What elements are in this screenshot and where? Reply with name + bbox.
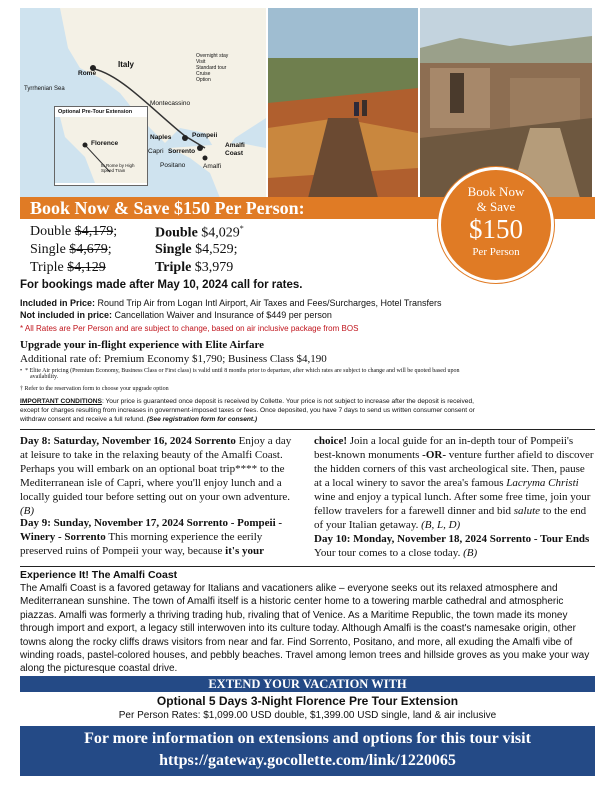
badge-line-1: Book Now: [467, 184, 525, 199]
rates-note: * All Rates are Per Person and are subject to change, based on air inclusive package from BOS: [20, 324, 359, 333]
badge-line-2: & Save: [476, 199, 516, 214]
tour-link[interactable]: https://gateway.gocollette.com/link/1220065: [159, 752, 456, 769]
extend-vacation-heading: EXTEND YOUR VACATION WITH: [20, 676, 595, 692]
new-price-triple: Triple $3,979: [155, 260, 234, 275]
section-divider: [20, 429, 595, 430]
old-price-single: Single $4,679;: [30, 242, 112, 257]
map-label-sorrento: Sorrento: [168, 148, 196, 155]
old-price-double: Double $4,179;: [30, 224, 118, 239]
map-label-amalfi: Amalfi: [203, 163, 222, 170]
map-label-amalfi-coast: Amalfi Coast: [225, 142, 245, 157]
upgrade-title: Upgrade your in-flight experience with Elite Airfare: [20, 339, 265, 351]
itinerary-day-8: Day 8: Saturday, November 16, 2024 Sorrento Enjoy a day at leisure to take in the relaxing beauty of the Amalfi Coast. Perhaps you will embark on an optional boat trip**** to the Mediterranean isle of Capri, where you'll enjoy lunch and a locally guided tour before setting out on your own adventure. (B): [20, 435, 292, 517]
section-divider: [20, 566, 595, 567]
included-line: Included in Price: Round Trip Air from Logan Intl Airport, Air Taxes and Fees/Surcharges, Hotel Transfers: [20, 298, 442, 308]
not-included-line: Not included in price: Cancellation Waiver and Insurance of $449 per person: [20, 310, 332, 320]
extension-name: Optional 5 Days 3-Night Florence Pre Tour Extension: [156, 694, 459, 708]
experience-title: Experience It! The Amalfi Coast: [20, 569, 178, 581]
map-label-rome: Rome: [78, 70, 97, 77]
map-label-naples: Naples: [150, 134, 172, 141]
badge-amount: $150: [469, 214, 523, 244]
extension-rates: Per Person Rates: $1,099.00 USD double, $1,399.00 USD single, land & air inclusive: [118, 710, 497, 721]
legend-item: Standard tour: [196, 65, 227, 71]
map-label-montecassino: Montecassino: [150, 100, 191, 107]
upgrade-note-2: † Refer to the reservation form to choose your upgrade option: [20, 386, 169, 392]
upgrade-note-1: • * Elite Air pricing (Premium Economy, Business Class or First class) is valid until 8 months prior to departure, after which rates are subject to change and will be quoted based upon availability.: [20, 368, 460, 380]
itinerary-day-10: Day 10: Monday, November 18, 2024 Sorrento - Tour Ends Your tour comes to a close today. (B): [314, 533, 590, 559]
extension-inset: [54, 106, 148, 186]
vineyard-photo: [268, 8, 418, 198]
legend-item: Cruise: [196, 71, 211, 77]
map-label-capri: Capri: [148, 148, 164, 155]
map-label-pompeii: Pompeii: [192, 132, 218, 139]
promo-banner-text: Book Now & Save $150 Per Person:: [30, 198, 305, 218]
map-label-positano: Positano: [160, 162, 186, 169]
more-info-text: For more information on extensions and options for this tour visit: [84, 730, 531, 747]
important-conditions: IMPORTANT CONDITIONS: Your price is guaranteed once deposit is received by Collette. Your price is not subject to increase after the deposit is received, except for charges resulting from increases in government-imposed taxes or fees. Once deposited, you have 7 days to send us written consumer consent or withdraw consent and receive a full refund. (See registration form for consent.): [20, 398, 475, 423]
legend-item: Option: [196, 77, 211, 83]
inset-title: Optional Pre-Tour Extension: [58, 109, 133, 115]
badge-line-4: Per Person: [472, 246, 520, 258]
legend-item: Visit: [196, 59, 206, 65]
old-price-triple: Triple $4,129: [30, 260, 106, 275]
inset-florence: Florence: [91, 140, 119, 147]
call-note: For bookings made after May 10, 2024 call for rates.: [20, 279, 303, 291]
itinerary-day-9: Day 9: Sunday, November 17, 2024 Sorrento - Pompeii - Winery - Sorrento This morning experience the eerily preserved ruins of Pompeii your way, because it's your: [20, 517, 283, 557]
upgrade-rates: Additional rate of: Premium Economy $1,790; Business Class $4,190: [20, 353, 327, 365]
tour-map: [20, 8, 266, 198]
legend-item: Overnight stay: [196, 53, 229, 59]
experience-body: The Amalfi Coast is a favored getaway for Italians and vacationers alike – everyone seeks out its relaxed atmosphere and Mediterranean sunshine. The town of Amalfi itself is a historic center home to a towering marble cathedral and atmospheric piazzas. Amalfi was formerly a thriving trading hub, rivaling that of Venice. As a Maritime Republic, the town made its money through import and export, a legacy still interwoven into its culture today. Although Amalfi is the coast's namesake origin, other towns along the rocky cliffs draws visitors from near and far. Find Sorrento, Positano, and more, all exuding the Amalfi vibe of winding roads, pastel-colored houses, and pebbly beaches. Travel among lemon trees and hillside groves as you make your way along the picturesque coastal drive.: [20, 583, 590, 675]
more-info-box: [20, 726, 595, 776]
new-price-double: Double $4,029*: [155, 224, 244, 241]
inset-note: to Rome by High Speed Train: [101, 163, 135, 173]
map-label-sea: Tyrrhenian Sea: [24, 86, 65, 92]
new-price-single: Single $4,529;: [155, 242, 238, 257]
map-label-italy: Italy: [118, 60, 135, 69]
itinerary-day-9-continued: choice! Join a local guide for an in-depth tour of Pompeii's best-known monuments -OR- venture further afield to discover the hidden corners of this vast archeological site. Then, pause at a local winery to savor the area's famous Lacryma Christi wine and enjoy a typical lunch. After some free time, join your fellow travelers for a farewell dinner and bid salute to the end of your Italian getaway. (B, L, D): [314, 435, 594, 531]
map-legend: [196, 53, 228, 83]
savings-badge: [438, 167, 554, 283]
